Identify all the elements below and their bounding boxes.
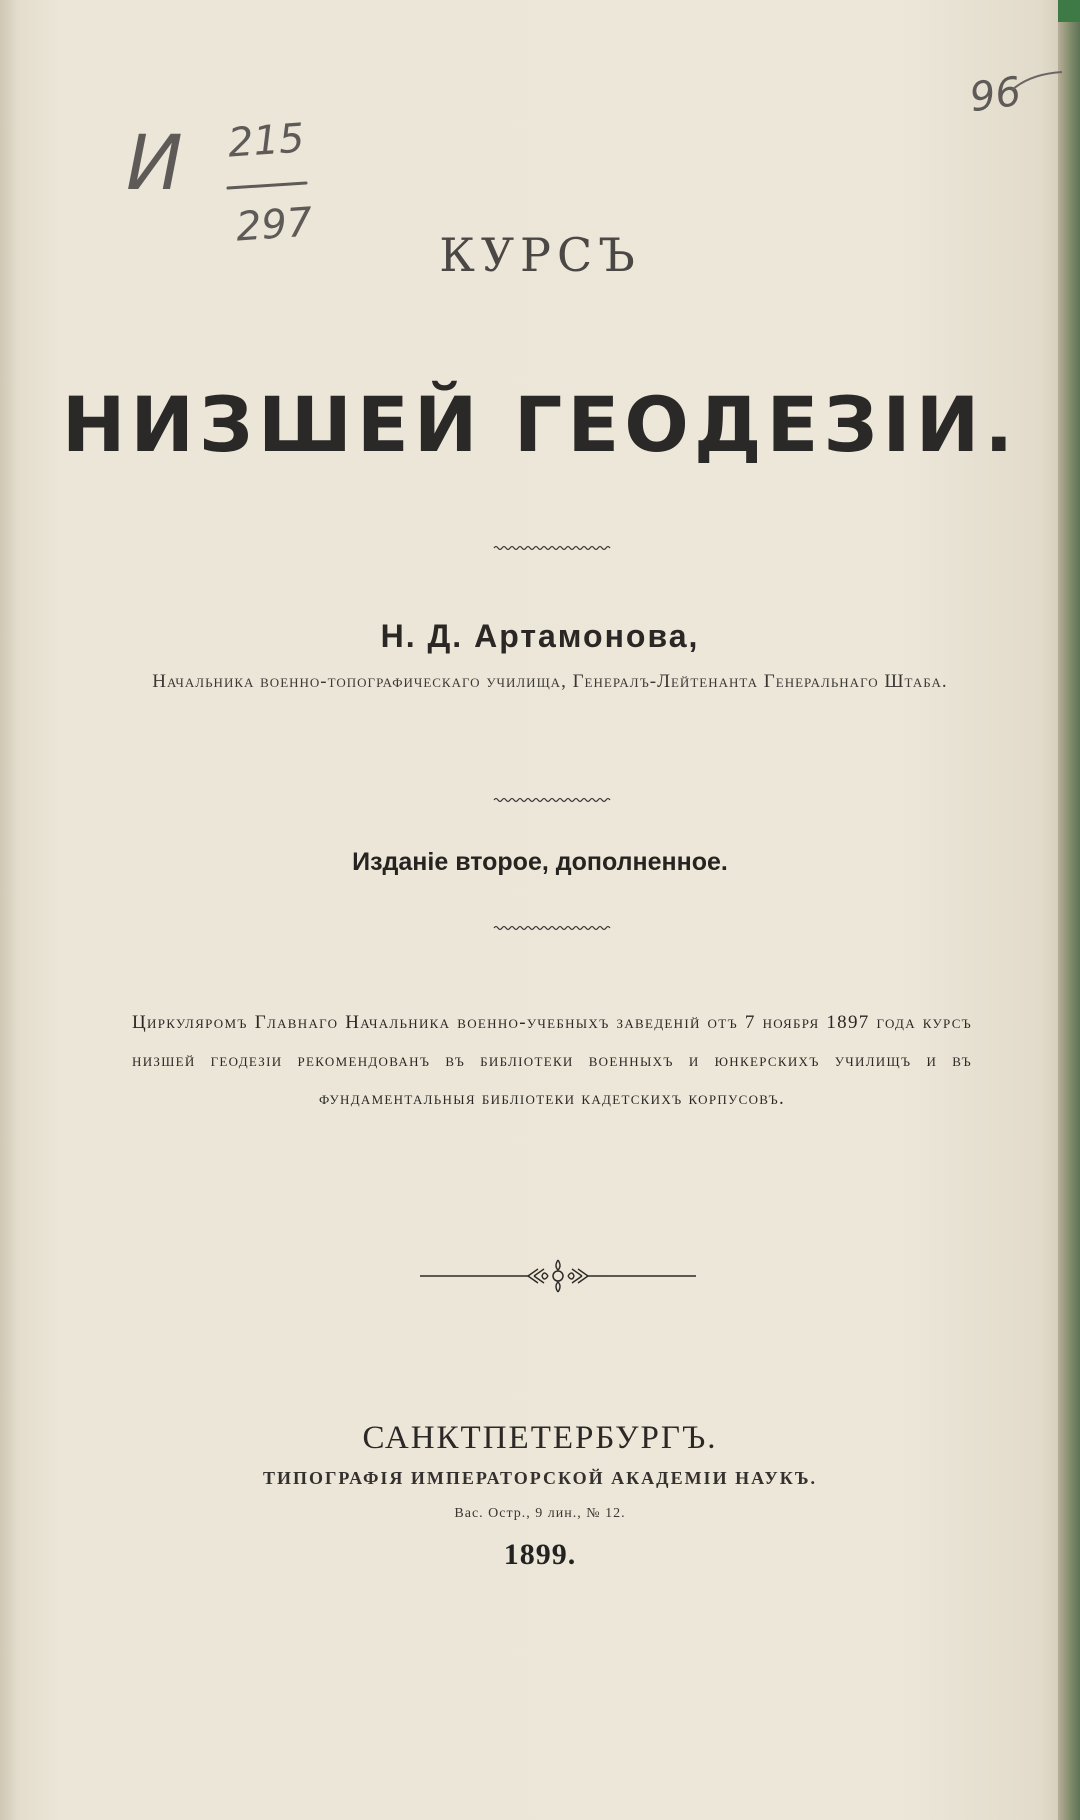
imprint-city: САНКТПЕТЕРБУРГЪ. [362,1420,718,1456]
shelfmark-letter: И [126,118,183,207]
binding-corner [1058,0,1080,22]
corner-pencil-mark: 96 [967,68,1024,122]
shelfmark-fraction-line [226,180,310,192]
imprint-press: ТИПОГРАФІЯ ИМПЕРАТОРСКОЙ АКАДЕМІИ НАУКЪ. [262,1468,818,1488]
author-name: Н. Д. Артамонова, [380,618,700,654]
main-title: НИЗШЕЙ ГЕОДЕЗІИ. [61,380,1019,469]
wavy-divider [0,924,1080,932]
ornament-divider [0,1256,1080,1296]
circular-paragraph: Циркуляромъ Главнаго Начальника военно-учебныхъ заведеній отъ 7 ноября 1897 года курсъ низшей геодезіи рекомендованъ въ библіотеки военныхъ и юнкерскихъ училищъ и въ фундаментальныя библіотеки кадетскихъ корпусовъ. [132,1012,972,1109]
shelfmark-number-top: 215 [226,115,306,167]
edition-note: Изданіе второе, дополненное. [352,848,728,876]
wavy-divider [0,544,1080,552]
author-position: Начальника военно-топографическаго училища, Генералъ-Лейтенанта Генеральнаго Штаба. [152,671,948,692]
corner-pencil-stroke [1010,70,1066,100]
imprint-year: 1899. [503,1538,577,1571]
shelfmark-number-bottom: 297 [234,199,314,251]
wavy-divider [0,796,1080,804]
imprint-address: Вас. Остр., 9 лин., № 12. [454,1506,626,1521]
title-kurs: КУРСЪ [439,228,641,282]
